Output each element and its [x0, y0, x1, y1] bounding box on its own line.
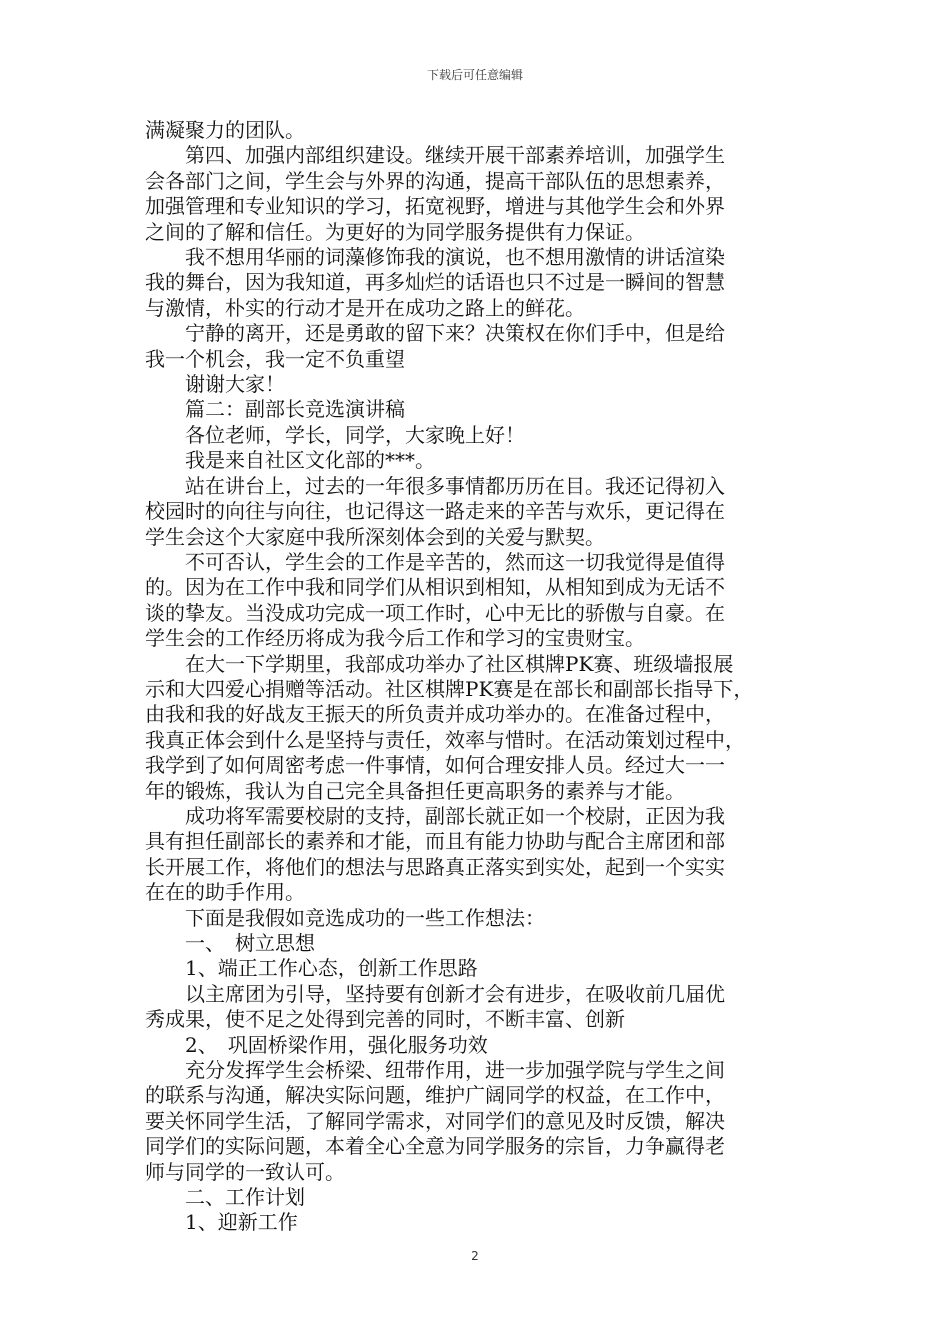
- text-line: 年的锻炼，我认为自己完全具备担任更高职务的素养与才能。: [145, 778, 685, 803]
- text-line: 第四、加强内部组织建设。继续开展干部素养培训，加强学生: [145, 143, 725, 168]
- text-line: 的。因为在工作中我和同学们从相识到相知，从相知到成为无话不: [145, 575, 725, 600]
- text-line: 会各部门之间，学生会与外界的沟通，提高干部队伍的思想素养，: [145, 168, 725, 193]
- text-line: 宁静的离开，还是勇敢的留下来？决策权在你们手中，但是给: [145, 321, 725, 346]
- text-line: 满凝聚力的团队。: [145, 118, 305, 142]
- text-line: 二、工作计划: [145, 1185, 305, 1210]
- text-line: 成功将军需要校尉的支持，副部长就正如一个校尉，正因为我: [145, 803, 725, 828]
- text-line: 以主席团为引导，坚持要有创新才会有进步，在吸收前几届优: [145, 981, 725, 1006]
- text-line: 具有担任副部长的素养和才能，而且有能力协助与配合主席团和部: [145, 829, 725, 854]
- text-line: 长开展工作，将他们的想法与思路真正落实到实处，起到一个实实: [145, 854, 725, 879]
- text-line: 与激情，朴实的行动才是开在成功之路上的鲜花。: [145, 295, 585, 320]
- text-line: 加强管理和专业知识的学习，拓宽视野，增进与其他学生会和外界: [145, 194, 725, 219]
- text-line: 学生会这个大家庭中我所深刻体会到的关爱与默契。: [145, 524, 605, 549]
- text-line: 学生会的工作经历将成为我今后工作和学习的宝贵财宝。: [145, 626, 645, 651]
- text-line: 同学们的实际问题，本着全心全意为同学服务的宗旨，力争赢得老: [145, 1134, 725, 1159]
- text-line: 我是来自社区文化部的***。: [145, 448, 435, 473]
- text-line: 之间的了解和信任。为更好的为同学服务提供有力保证。: [145, 219, 645, 244]
- page-header: 下载后可任意编辑: [426, 68, 523, 82]
- text-line: 的联系与沟通，解决实际问题，维护广阔同学的权益，在工作中，: [145, 1083, 725, 1108]
- page-number: 2: [471, 1249, 479, 1263]
- text-line: 站在讲台上，过去的一年很多事情都历历在目。我还记得初入: [145, 473, 725, 498]
- text-line: 一、 树立思想: [145, 931, 315, 955]
- text-line: 在在的助手作用。: [145, 880, 305, 905]
- text-line: 在大一下学期里，我部成功举办了社区棋牌PK赛、班级墙报展: [145, 651, 734, 676]
- text-line: 校园时的向往与向往，也记得这一路走来的辛苦与欢乐，更记得在: [145, 499, 725, 524]
- text-line: 充分发挥学生会桥梁、纽带作用，进一步加强学院与学生之间: [145, 1058, 725, 1083]
- text-line: 不可否认，学生会的工作是辛苦的，然而这一切我觉得是值得: [145, 549, 725, 574]
- text-line: 下面是我假如竞选成功的一些工作想法：: [145, 905, 545, 930]
- text-line: 各位老师，学长，同学，大家晚上好！: [145, 422, 525, 447]
- text-line: 要关怀同学生活，了解同学需求，对同学们的意见及时反馈，解决: [145, 1108, 725, 1133]
- document-body: [145, 118, 807, 1236]
- text-line: 我的舞台，因为我知道，再多灿烂的话语也只不过是一瞬间的智慧: [145, 270, 725, 295]
- text-line: 谈的挚友。当没成功完成一项工作时，心中无比的骄傲与自豪。在: [145, 600, 725, 625]
- text-line: 谢谢大家！: [145, 372, 285, 397]
- text-line: 1、迎新工作: [145, 1210, 298, 1235]
- text-line: 我不想用华丽的词藻修饰我的演说，也不想用激情的讲话渲染: [145, 245, 725, 270]
- text-line: 篇二：副部长竞选演讲稿: [145, 397, 405, 422]
- text-line: 我学到了如何周密考虑一件事情，如何合理安排人员。经过大一一: [145, 753, 725, 778]
- text-line: 2、 巩固桥梁作用，强化服务功效: [145, 1032, 488, 1057]
- text-line: 我一个机会，我一定不负重望: [145, 346, 405, 371]
- text-line: 我真正体会到什么是坚持与责任，效率与惜时。在活动策划过程中，: [145, 727, 745, 752]
- text-line: 由我和我的好战友王振天的所负责并成功举办的。在准备过程中，: [145, 702, 725, 727]
- text-line: 秀成果，使不足之处得到完善的同时，不断丰富、创新: [145, 1007, 625, 1032]
- text-line: 1、端正工作心态，创新工作思路: [145, 956, 478, 981]
- text-line: 师与同学的一致认可。: [145, 1159, 345, 1184]
- text-line: 示和大四爱心捐赠等活动。社区棋牌PK赛是在部长和副部长指导下，: [145, 676, 754, 701]
